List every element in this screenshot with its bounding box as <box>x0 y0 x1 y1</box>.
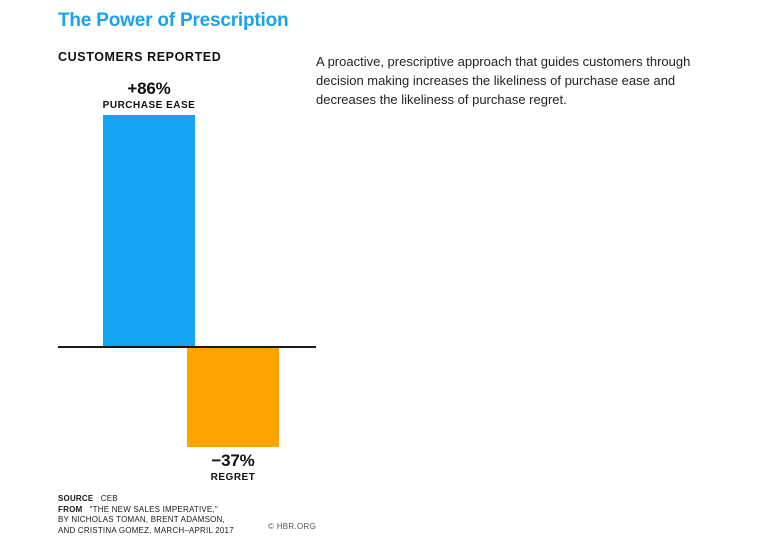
bar-label-regret <box>172 451 294 484</box>
chart-heading: CUSTOMERS REPORTED <box>58 50 222 64</box>
bar-regret <box>187 348 279 447</box>
bar-chart <box>58 79 316 483</box>
bar-purchase-ease <box>103 115 195 346</box>
from-line-2: BY NICHOLAS TOMAN, BRENT ADAMSON, <box>58 515 225 524</box>
from-row <box>58 505 358 516</box>
bar-value-purchase-ease: +86% <box>127 79 171 98</box>
source-key: SOURCE <box>58 494 94 503</box>
from-line-3: AND CRISTINA GOMEZ, MARCH–APRIL 2017 <box>58 525 234 535</box>
source-value: CEB <box>100 494 118 503</box>
bar-category-purchase-ease: PURCHASE EASE <box>102 100 196 111</box>
from-line-1: "THE NEW SALES IMPERATIVE," <box>89 504 218 514</box>
copyright-credit: © HBR.ORG <box>268 522 317 531</box>
description-text: A proactive, prescriptive approach that guides customers through decision making increases the likeliness of purchase ease and decreases the likeliness of purchase regret. <box>316 54 691 107</box>
bar-category-regret: REGRET <box>210 472 256 483</box>
page-title: The Power of Prescription <box>58 10 289 31</box>
from-key: FROM <box>58 504 83 514</box>
bar-value-regret: −37% <box>211 451 255 470</box>
source-row <box>58 494 358 505</box>
bar-label-purchase-ease <box>88 79 210 112</box>
